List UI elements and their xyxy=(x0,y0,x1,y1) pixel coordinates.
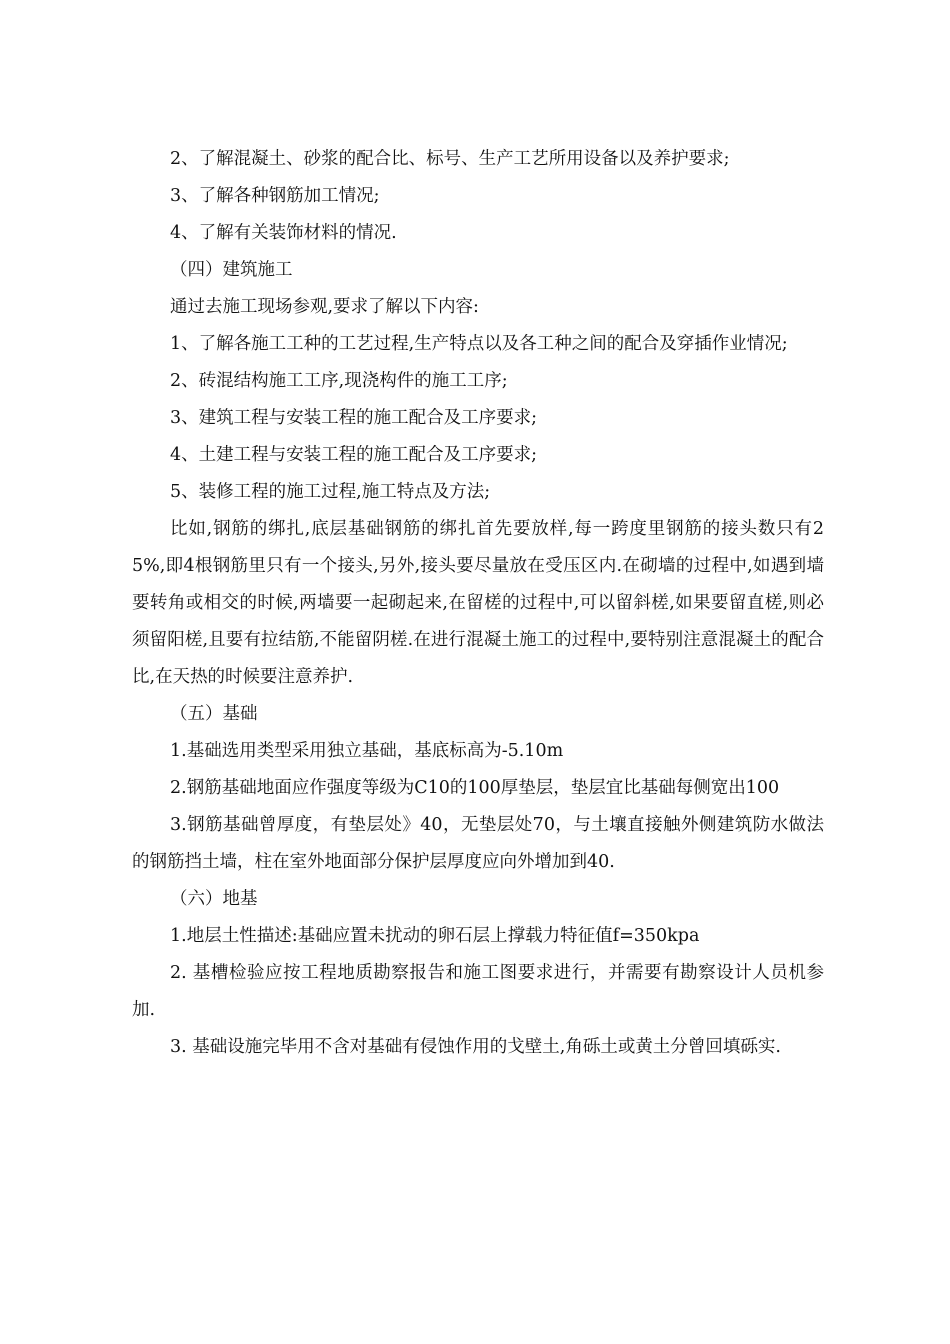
paragraph-item-4-civil-installation: 4、土建工程与安装工程的施工配合及工序要求; xyxy=(170,445,538,465)
paragraph-trench-inspection: 2. 基槽检验应按工程地质勘察报告和施工图要求进行，并需要有勘察设计人员机参加. xyxy=(132,963,824,1020)
section-heading-foundation: （五）基础 xyxy=(170,704,258,724)
paragraph-foundation-cover: 3.钢筋基础曾厚度，有垫层处》40，无垫层处70，与土壤直接触外侧建筑防水做法的钢筋挡土墙，柱在室外地面部分保护层厚度应向外增加到40. xyxy=(132,815,824,872)
paragraph-item-3-building-installation: 3、建筑工程与安装工程的施工配合及工序要求; xyxy=(170,408,538,428)
paragraph-backfill: 3. 基础设施完毕用不含对基础有侵蚀作用的戈壁土,角砾土或黄土分曾回填砾实. xyxy=(170,1037,781,1057)
paragraph-item-3-rebar: 3、了解各种钢筋加工情况; xyxy=(170,186,380,206)
paragraph-example-rebar: 比如,钢筋的绑扎,底层基础钢筋的绑扎首先要放样,每一跨度里钢筋的接头数只有25%,即4根钢筋里只有一个接头,另外,接头要尽量放在受压区内.在砌墙的过程中,如遇到墙要转角或相交的时候,两墙要一起砌起来,在留槎的过程中,可以留斜槎,如果要留直槎,则必须留阳槎,且要有拉结筋,不能留阴槎.在进行混凝土施工的过程中,要特别注意混凝土的配合比,在天热的时候要注意养护. xyxy=(132,519,824,687)
paragraph-item-2-mix-ratio: 2、了解混凝土、砂浆的配合比、标号、生产工艺所用设备以及养护要求; xyxy=(170,149,730,169)
section-heading-construction: （四）建筑施工 xyxy=(170,260,293,280)
paragraph-item-4-decoration: 4、了解有关装饰材料的情况. xyxy=(170,223,397,243)
paragraph-item-2-brick-concrete: 2、砖混结构施工工序,现浇构件的施工工序; xyxy=(170,371,508,391)
paragraph-site-visit-intro: 通过去施工现场参观,要求了解以下内容: xyxy=(170,297,479,317)
paragraph-item-1-process: 1、了解各施工工种的工艺过程,生产特点以及各工种之间的配合及穿插作业情况; xyxy=(170,334,788,354)
paragraph-foundation-type: 1.基础选用类型采用独立基础，基底标高为-5.10m xyxy=(170,741,564,761)
section-heading-subgrade: （六）地基 xyxy=(170,889,258,909)
document-body xyxy=(132,141,824,1066)
paragraph-item-5-finishing: 5、装修工程的施工过程,施工特点及方法; xyxy=(170,482,491,502)
paragraph-foundation-cushion: 2.钢筋基础地面应作强度等级为C10的100厚垫层，垫层宜比基础每侧宽出100 xyxy=(170,778,780,798)
paragraph-soil-description: 1.地层土性描述:基础应置未扰动的卵石层上撑载力特征值f=350kpa xyxy=(170,926,700,946)
